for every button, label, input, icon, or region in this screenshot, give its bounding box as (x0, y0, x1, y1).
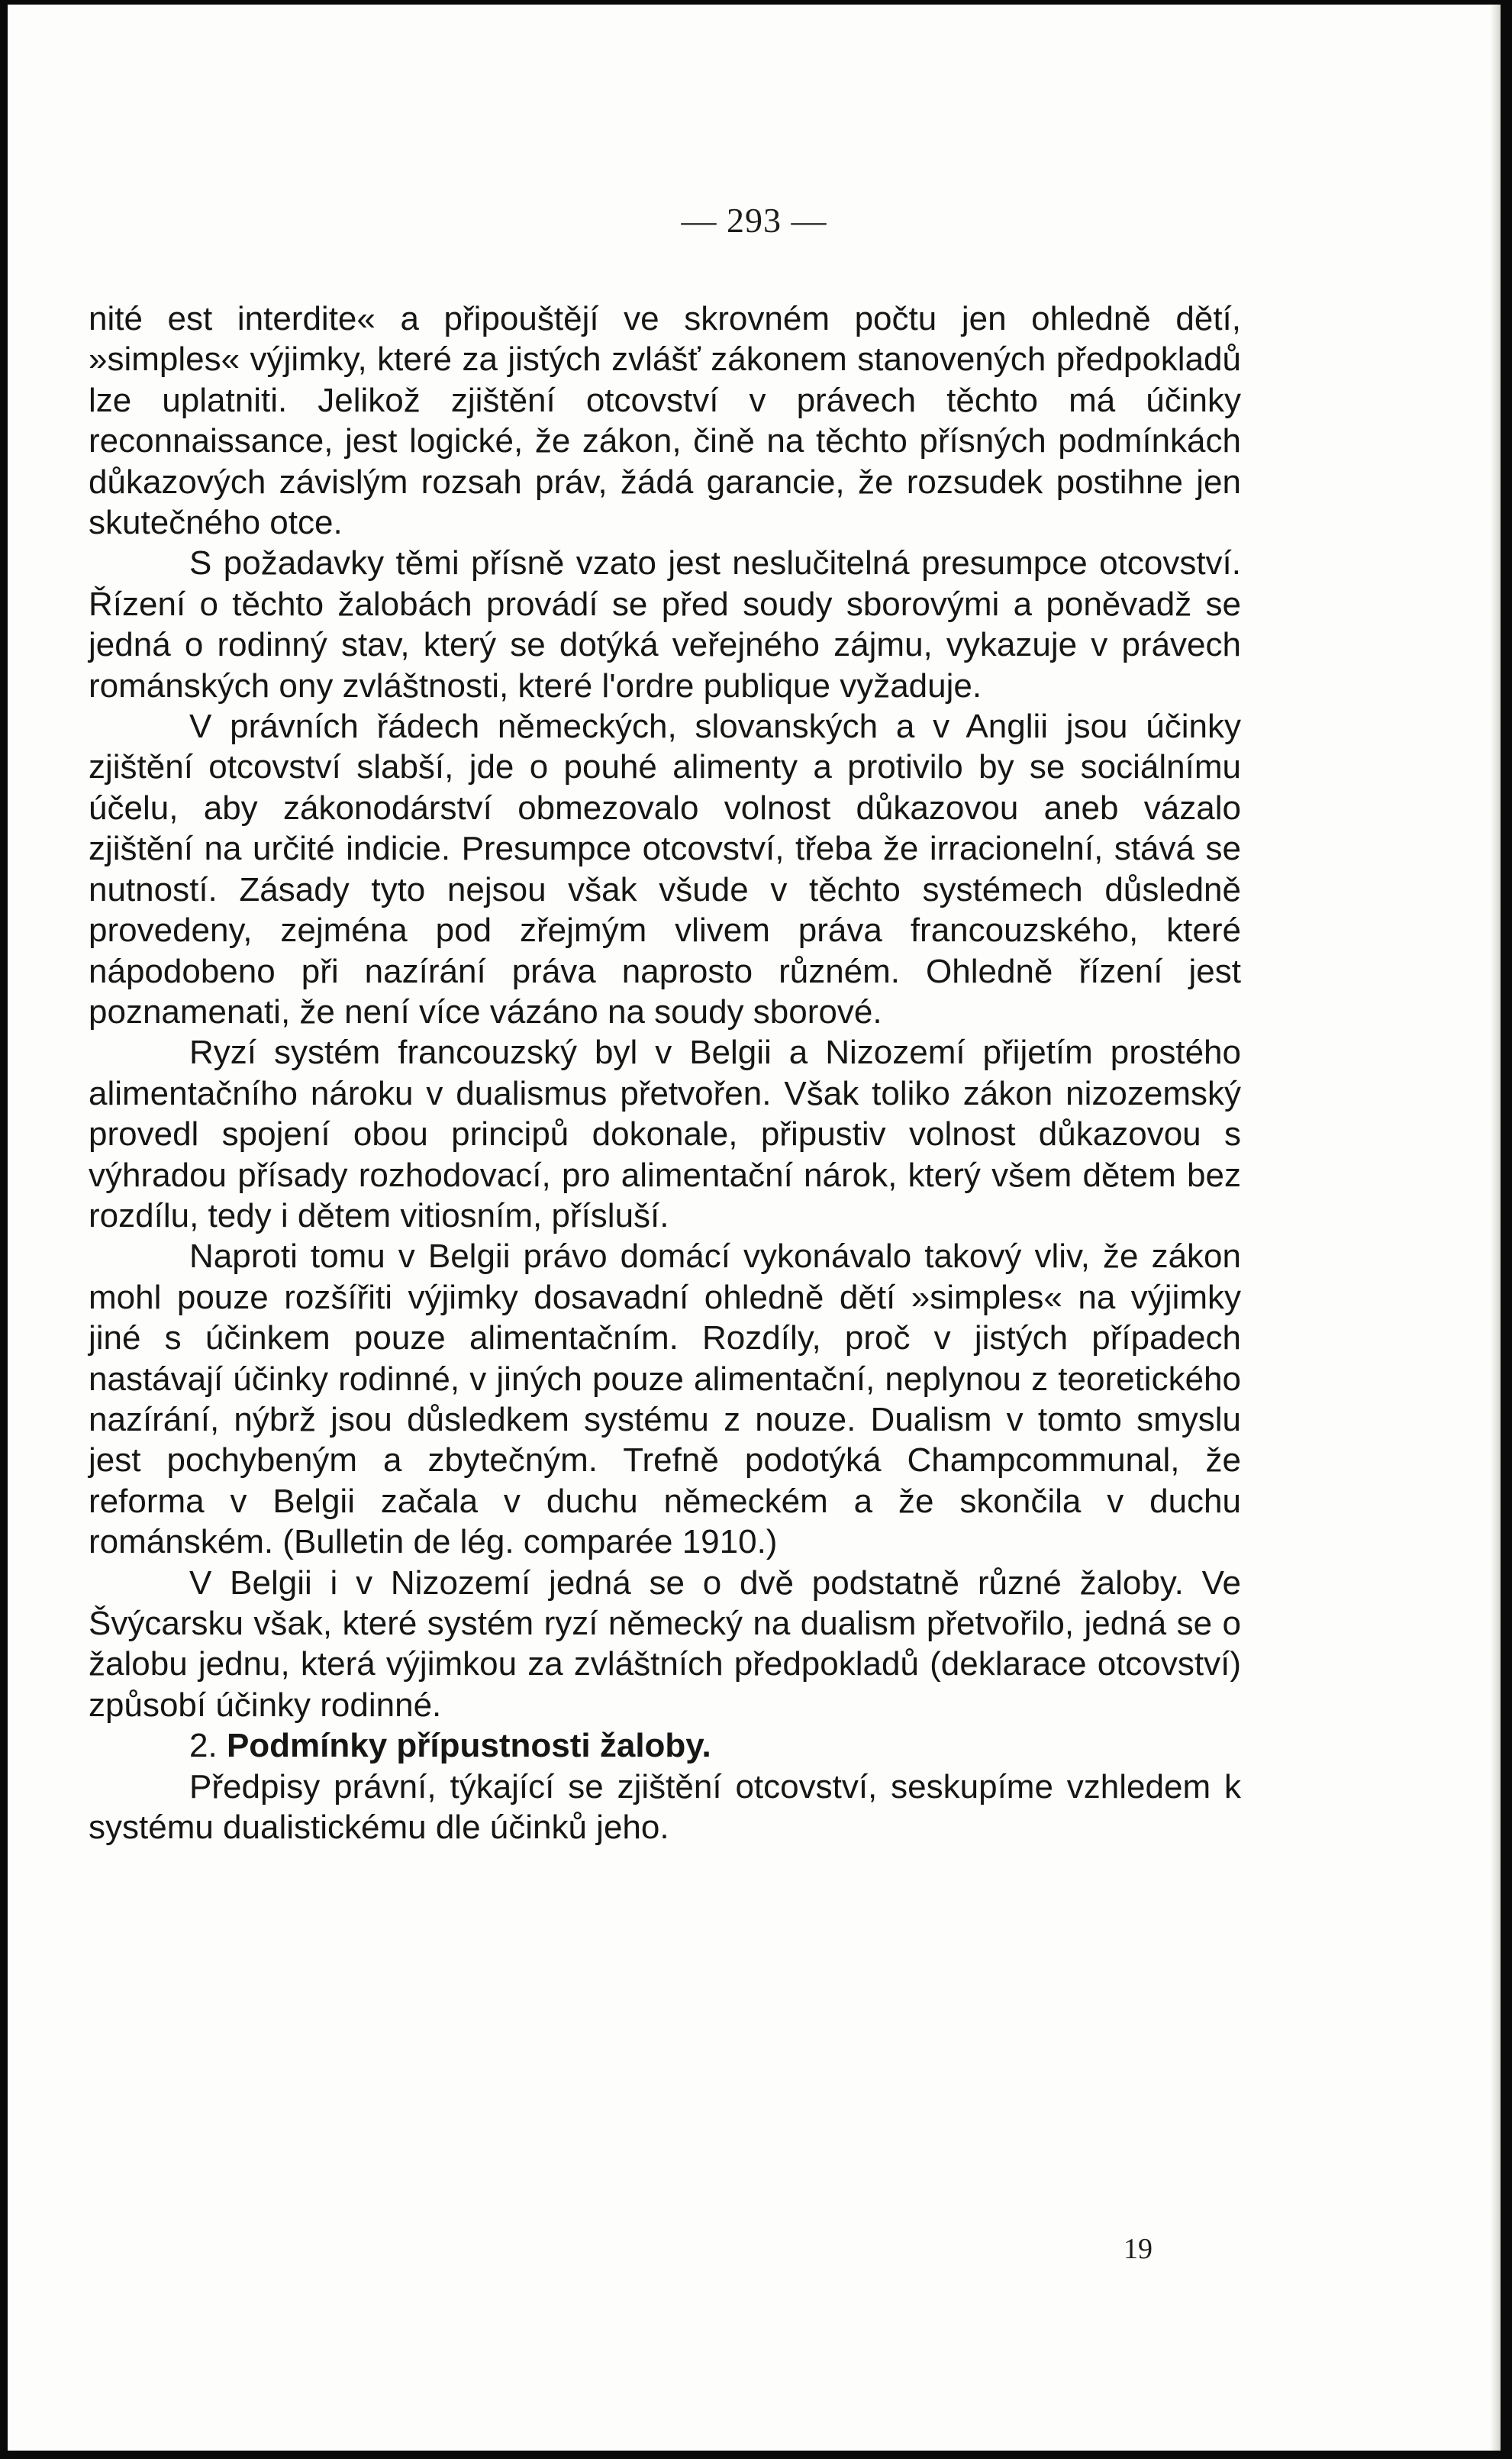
section-title: Podmínky přípustnosti žaloby. (226, 1727, 711, 1765)
page-number-header: — 293 — (681, 201, 827, 240)
book-page (8, 5, 1501, 2451)
printer-signature-mark: 19 (1124, 2233, 1153, 2265)
paragraph-continuation: nité est interdite« a připouštějí ve skrovném počtu jen ohledně dětí, »simples« výjimky, které za jistých zvlášť zákonem stanovených předpokladů lze uplatniti. Jelikož zjištění otcovství v právech těchto má účinky reconnaissance, jest logické, že zákon, čině na těchto přísných podmínkách důkazových závislým rozsah práv, žádá garancie, že rozsudek postihne jen skutečného otce. (89, 300, 1241, 542)
section-heading (89, 1725, 1241, 1766)
main-text-block (89, 299, 1241, 1847)
page-edge-shadow (1490, 5, 1501, 2451)
paragraph: Ryzí systém francouzský byl v Belgii a Nizozemí přijetím prostého alimentačního nároku v dualismus přetvořen. Však toliko zákon nizozemský provedl spojení obou principů dokonale, připustiv volnost důkazovou s výhradou přísady rozhodovací, pro alimentační nárok, který všem dětem bez rozdílu, tedy i dětem vitiosním, přísluší. (89, 1034, 1241, 1234)
paragraph: V právních řádech německých, slovanských a v Anglii jsou účinky zjištění otcovství slabší, jde o pouhé alimenty a protivilo by se sociálnímu účelu, aby zákonodárství obmezovalo volnost důkazovou aneb vázalo zjištění na určité indicie. Presumpce otcovství, třeba že irracionelní, stává se nutností. Zásady tyto nejsou však všude v těchto systémech důsledně provedeny, zejména pod zřejmým vlivem práva francouzského, které nápodobeno při nazírání práva naprosto různém. Ohledně řízení jest poznamenati, že není více vázáno na soudy sborové. (89, 708, 1241, 1031)
paragraph: Naproti tomu v Belgii právo domácí vykonávalo takový vliv, že zákon mohl pouze rozšířiti výjimky dosavadní ohledně dětí »simples« na výjimky jiné s účinkem pouze alimentačním. Rozdíly, proč v jistých případech nastávají účinky rodinné, v jiných pouze alimentační, neplynou z teoretického nazírání, nýbrž jsou důsledkem systému z nouze. Dualism v tomto smyslu jest pochybeným a zbytečným. Trefně podotýká Champcommunal, že reforma v Belgii začala v duchu německém a že skončila v duchu románském. (Bulletin de lég. comparée 1910.) (89, 1238, 1241, 1561)
paragraph: Předpisy právní, týkající se zjištění otcovství, seskupíme vzhledem k systému dualistickému dle účinků jeho. (89, 1767, 1241, 1847)
paragraph: S požadavky těmi přísně vzato jest neslučitelná presumpce otcovství. Řízení o těchto žalobách provádí se před soudy sborovými a poněvadž se jedná o rodinný stav, který se dotýká veřejného zájmu, vykazuje v právech románských ony zvláštnosti, které l'ordre publique vyžaduje. (89, 544, 1241, 705)
section-number: 2. (189, 1727, 218, 1765)
paragraph: V Belgii i v Nizozemí jedná se o dvě podstatně různé žaloby. Ve Švýcarsku však, které systém ryzí německý na dualism přetvořilo, jedná se o žalobu jednu, která výjimkou za zvláštních předpokladů (deklarace otcovství) způsobí účinky rodinné. (89, 1563, 1241, 1724)
